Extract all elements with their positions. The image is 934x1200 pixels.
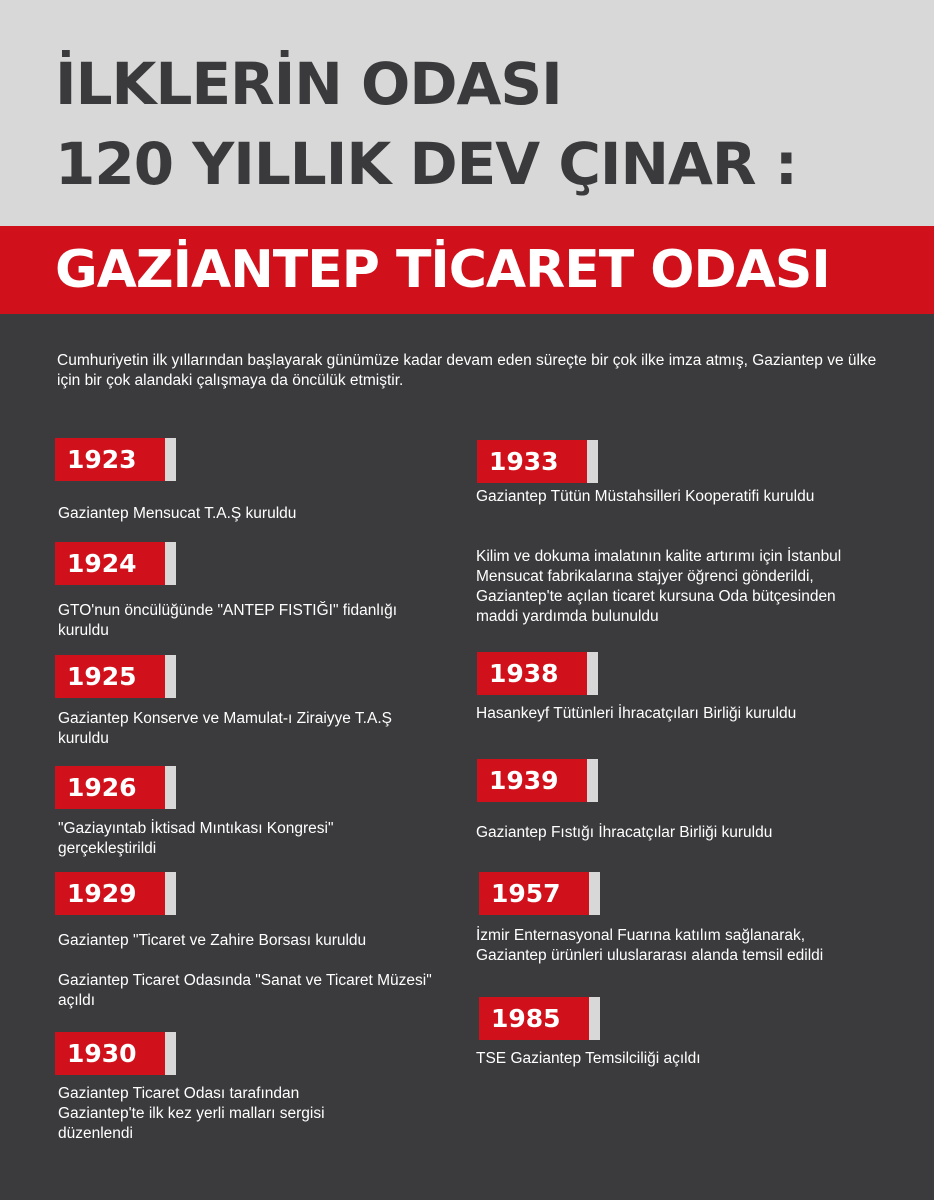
year-badge-1930: 1930 bbox=[55, 1032, 176, 1075]
year-badge-1933: 1933 bbox=[477, 440, 598, 483]
page-title-line-2: 120 YILLIK DEV ÇINAR : bbox=[55, 130, 797, 198]
year-badge-1925: 1925 bbox=[55, 655, 176, 698]
year-badge-1985: 1985 bbox=[479, 997, 600, 1040]
year-badge-1924: 1924 bbox=[55, 542, 176, 585]
event-1929-1: Gaziantep "Ticaret ve Zahire Borsası kuruldu bbox=[58, 932, 367, 949]
year-badge-1957: 1957 bbox=[479, 872, 600, 915]
intro-text: Cumhuriyetin ilk yıllarından başlayarak günümüze kadar devam eden süreçte bir çok ilke imza atmış, Gaziantep ve ülke için bir çok alandaki çalışmaya da öncülük etmiştir. bbox=[57, 352, 877, 389]
subtitle-banner bbox=[0, 226, 934, 314]
year-badge-1929: 1929 bbox=[55, 872, 176, 915]
year-badge-1923: 1923 bbox=[55, 438, 176, 481]
page-title-line-1: İLKLERİN ODASI bbox=[55, 50, 562, 118]
year-badge-1938: 1938 bbox=[477, 652, 598, 695]
event-1985-1: TSE Gaziantep Temsilciliği açıldı bbox=[476, 1050, 701, 1067]
event-1925-1: Gaziantep Konserve ve Mamulat-ı Ziraiyye T.A.Ş kuruldu bbox=[58, 710, 392, 747]
event-1924-1: GTO'nun öncülüğünde "ANTEP FISTIĞI" fidanlığı kuruldu bbox=[58, 602, 398, 639]
page-subtitle: GAZİANTEP TİCARET ODASI bbox=[55, 240, 830, 300]
header-background bbox=[0, 0, 934, 226]
event-1933-2: Kilim ve dokuma imalatının kalite artırımı için İstanbul Mensucat fabrikalarına stajyer öğrenci gönderildi, Gaziantep'te açılan ticaret kursuna Oda bütçesinden maddi yardımda bulunuldu bbox=[476, 548, 842, 625]
event-1926-1: "Gaziayıntab İktisad Mıntıkası Kongresi" gerçekleştirildi bbox=[58, 820, 334, 857]
year-badge-1926: 1926 bbox=[55, 766, 176, 809]
year-badge-1939: 1939 bbox=[477, 759, 598, 802]
event-1930-1: Gaziantep Ticaret Odası tarafından Gaziantep'te ilk kez yerli malları sergisi düzenlendi bbox=[58, 1085, 325, 1142]
event-1929-2: Gaziantep Ticaret Odasında "Sanat ve Ticaret Müzesi" açıldı bbox=[58, 972, 432, 1009]
event-1923-1: Gaziantep Mensucat T.A.Ş kuruldu bbox=[58, 505, 297, 522]
event-1957-1: İzmir Enternasyonal Fuarına katılım sağlanarak, Gaziantep ürünleri uluslararası alanda temsil edildi bbox=[476, 927, 824, 964]
event-1939-1: Gaziantep Fıstığı İhracatçılar Birliği kuruldu bbox=[476, 824, 773, 841]
event-1933-1: Gaziantep Tütün Müstahsilleri Kooperatifi kuruldu bbox=[476, 488, 815, 505]
event-1938-1: Hasankeyf Tütünleri İhracatçıları Birliği kuruldu bbox=[476, 705, 797, 722]
